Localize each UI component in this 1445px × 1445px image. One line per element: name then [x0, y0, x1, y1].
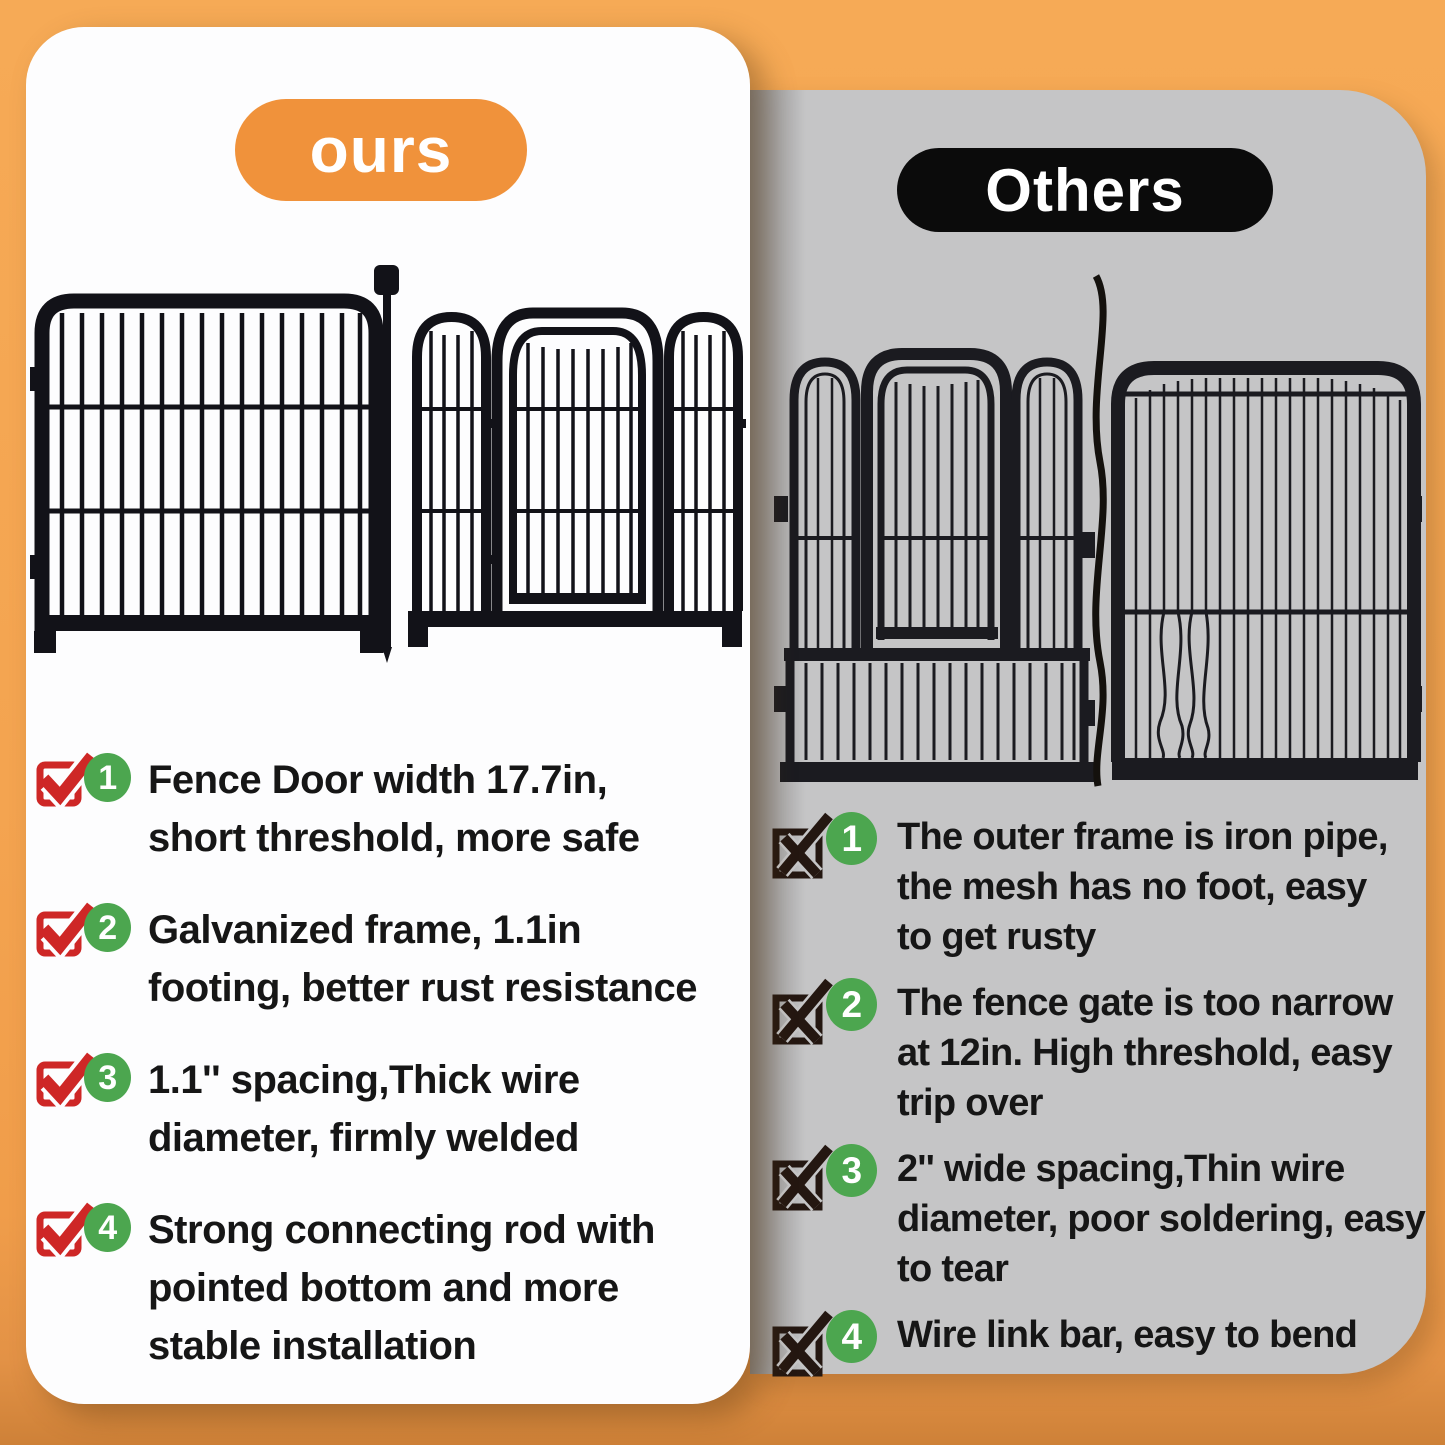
- badge-number: 1: [98, 758, 117, 797]
- drawback-text: [897, 812, 1388, 962]
- others-drawback-list: [772, 812, 1426, 1374]
- others-panel: [750, 90, 1426, 1374]
- others-drawback-4: [772, 1310, 1422, 1374]
- badge-number: 1: [841, 817, 862, 859]
- number-badge: [84, 1203, 131, 1252]
- drawback-line: at 12in. High threshold, easy: [897, 1032, 1392, 1074]
- drawback-line: trip over: [897, 1082, 1043, 1124]
- checkbox-crossed-icon: [772, 974, 834, 1046]
- feature-text: [148, 1201, 655, 1375]
- badge-number: 3: [98, 1058, 117, 1097]
- number-badge: [84, 753, 131, 802]
- drawback-line: The outer frame is iron pipe,: [897, 816, 1388, 858]
- feature-line: diameter, firmly welded: [148, 1116, 579, 1160]
- ours-feature-2: [36, 901, 746, 1017]
- others-drawback-2: [772, 978, 1422, 1128]
- ours-panel: [26, 27, 750, 1404]
- feature-line: pointed bottom and more: [148, 1266, 619, 1310]
- feature-line: 1.1'' spacing,Thick wire: [148, 1058, 580, 1102]
- drawback-line: to get rusty: [897, 916, 1096, 958]
- drawback-line: Wire link bar, easy to bend: [897, 1314, 1358, 1356]
- feature-line: footing, better rust resistance: [148, 966, 698, 1010]
- ours-feature-list: [36, 751, 746, 1375]
- badge-number: 4: [98, 1208, 117, 1247]
- ours-title: ours: [309, 114, 453, 186]
- badge-number: 4: [841, 1315, 862, 1357]
- feature-line: Galvanized frame, 1.1in: [148, 908, 582, 952]
- drawback-line: 2'' wide spacing,Thin wire: [897, 1148, 1345, 1190]
- item-icons: [772, 1310, 897, 1374]
- feature-text: [148, 1051, 580, 1167]
- drawback-text: [897, 1310, 1357, 1360]
- checkbox-crossed-icon: [772, 1306, 834, 1378]
- feature-line: short threshold, more safe: [148, 816, 640, 860]
- badge-number: 2: [98, 908, 117, 947]
- item-icons: [36, 901, 148, 965]
- item-icons: [36, 751, 148, 815]
- feature-text: [148, 751, 640, 867]
- drawback-line: to tear: [897, 1248, 1009, 1290]
- others-drawback-1: [772, 812, 1422, 962]
- checkbox-crossed-icon: [772, 1140, 834, 1212]
- feature-text: [148, 901, 697, 1017]
- drawback-text: [897, 978, 1393, 1128]
- item-icons: [772, 1144, 897, 1208]
- item-icons: [772, 812, 897, 876]
- badge-number: 2: [841, 983, 862, 1025]
- ours-fence-image: [30, 259, 746, 663]
- drawback-text: [897, 1144, 1426, 1294]
- number-badge: [84, 1053, 131, 1102]
- drawback-line: diameter, poor soldering, easy: [897, 1198, 1426, 1240]
- ours-feature-4: [36, 1201, 746, 1375]
- number-badge: [826, 1310, 877, 1363]
- others-title-pill: [897, 148, 1273, 232]
- badge-number: 3: [841, 1149, 862, 1191]
- item-icons: [36, 1201, 148, 1265]
- ours-feature-1: [36, 751, 746, 867]
- drawback-line: The fence gate is too narrow: [897, 982, 1393, 1024]
- number-badge: [84, 903, 131, 952]
- feature-line: stable installation: [148, 1324, 477, 1368]
- number-badge: [826, 978, 877, 1031]
- others-fence-image: [766, 270, 1422, 790]
- item-icons: [772, 978, 897, 1042]
- ours-title-pill: [235, 99, 527, 201]
- feature-line: Fence Door width 17.7in,: [148, 758, 608, 802]
- number-badge: [826, 1144, 877, 1197]
- feature-line: Strong connecting rod with: [148, 1208, 655, 1252]
- number-badge: [826, 812, 877, 865]
- others-drawback-3: [772, 1144, 1426, 1294]
- others-title: Others: [985, 156, 1185, 224]
- checkbox-crossed-icon: [772, 808, 834, 880]
- ours-feature-3: [36, 1051, 746, 1167]
- drawback-line: the mesh has no foot, easy: [897, 866, 1367, 908]
- item-icons: [36, 1051, 148, 1115]
